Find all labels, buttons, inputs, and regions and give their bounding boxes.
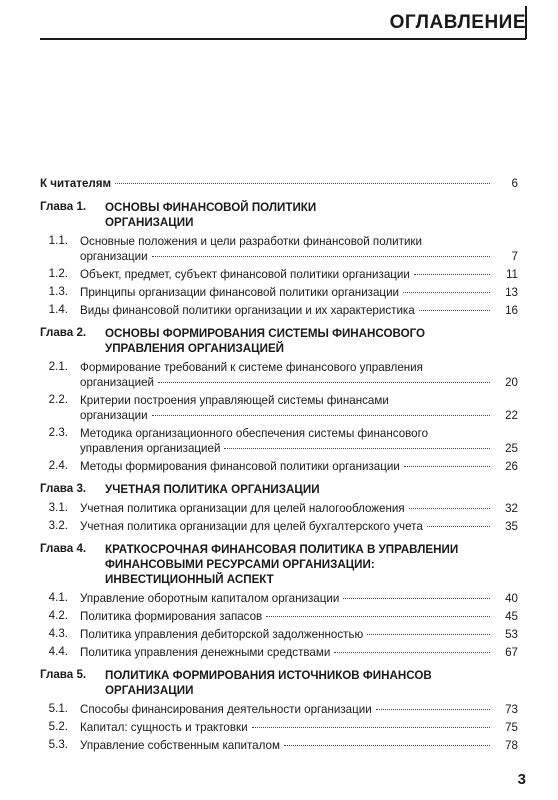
dot-leader [252,727,490,728]
dot-leader [266,616,490,617]
section-number: 2.3. [48,426,68,439]
chapter-heading[interactable] [40,668,518,698]
section-title-text: управления организацией [80,442,221,455]
section-title-text: Методика организационного обеспечения системы финансового [80,427,429,440]
page-title: ОГЛАВЛЕНИЕ [389,12,526,33]
chapter-title-line: ФИНАНСОВЫМИ РЕСУРСАМИ ОРГАНИЗАЦИИ: [105,558,375,571]
chapter-title [105,542,518,587]
section-title-text: Политика формирования запасов [80,610,263,623]
toc-entry[interactable] [40,360,518,390]
section-text [80,267,518,282]
toc-entry[interactable] [40,393,518,423]
toc-page-number: 16 [505,304,518,317]
toc-page-number: 78 [505,739,518,752]
section-line [80,720,518,735]
toc-entry-to-readers[interactable] [40,176,518,191]
toc-entry[interactable] [40,267,518,282]
section-line [80,375,518,390]
toc-entry[interactable] [40,426,518,456]
chapter-title-line: ОРГАНИЗАЦИИ [105,216,194,229]
section-number: 3.2. [48,519,68,532]
dot-leader [427,526,490,527]
section-number: 4.4. [48,645,68,658]
section-line [80,267,518,282]
section-title-text: Политика управления дебиторской задолженностью [80,628,364,641]
section-title-text: Критерии построения управляющей системы финансами [80,394,389,407]
section-text [80,285,518,300]
toc-page-number: 40 [505,592,518,605]
section-number: 4.3. [48,627,68,640]
dot-leader [403,292,490,293]
section-text [80,627,518,642]
section-title-text: Объект, предмет, субъект финансовой политики организации [80,268,410,281]
section-title-text: Управление собственным капиталом [80,739,280,752]
chapter-title-line: ОРГАНИЗАЦИИ [105,684,194,697]
dot-leader [404,466,490,467]
toc-entry[interactable] [40,591,518,606]
toc-page-number: 67 [505,646,518,659]
section-line [80,609,518,624]
dot-leader [343,598,490,599]
section-number: 5.2. [48,720,68,733]
section-line [80,645,518,660]
chapter-label: Глава 2. [40,326,87,339]
chapter-label: Глава 4. [40,542,87,555]
toc-page-number: 73 [505,703,518,716]
section-text [80,426,518,456]
dot-leader [158,382,490,383]
chapter-title-line: ОСНОВЫ ФОРМИРОВАНИЯ СИСТЕМЫ ФИНАНСОВОГО [105,327,426,340]
chapter-heading[interactable] [40,200,518,230]
section-number: 5.1. [48,702,68,715]
table-of-contents [40,176,518,756]
section-line [80,702,518,717]
section-text [80,609,518,624]
section-title-text: Методы формирования финансовой политики организации [80,460,400,473]
section-text [80,720,518,735]
toc-entry[interactable] [40,459,518,474]
toc-entry[interactable] [40,285,518,300]
section-text [80,738,518,753]
toc-entry[interactable] [40,234,518,264]
section-title-text: Политика управления денежными средствами [80,646,331,659]
section-text [80,393,518,423]
toc-page-number: 13 [505,286,518,299]
toc-page-number: 6 [511,177,518,190]
dot-leader [419,310,490,311]
section-number: 4.2. [48,609,68,622]
dot-leader [367,634,490,635]
toc-entry[interactable] [40,627,518,642]
chapter-title [105,326,518,356]
section-title-text: Формирование требований к системе финансового управления [80,361,423,374]
chapter-heading[interactable] [40,326,518,356]
section-number: 1.2. [48,267,68,280]
toc-page-number: 11 [505,268,518,281]
section-title-text: организации [80,250,148,263]
section-number: 2.2. [48,393,68,406]
section-line [80,591,518,606]
page-number: 3 [517,771,526,788]
section-text [80,519,518,534]
chapter-title [105,482,518,497]
toc-page-number: 45 [505,610,518,623]
toc-page-number: 53 [505,628,518,641]
dot-leader [152,415,490,416]
toc-entry[interactable] [40,501,518,516]
section-text [80,501,518,516]
dot-leader [115,183,490,184]
section-title-text: Способы финансирования деятельности организации [80,703,372,716]
toc-page-number: 22 [505,409,518,422]
section-number: 3.1. [48,501,68,514]
section-title-text: организации [80,409,148,422]
toc-page-number: 32 [505,502,518,515]
chapter-label: Глава 5. [40,668,87,681]
section-number: 2.1. [48,360,68,373]
section-title-text: организацией [80,376,155,389]
chapter-heading[interactable] [40,542,518,587]
section-title-text: Капитал: сущность и трактовки [80,721,248,734]
chapter-title-line: УПРАВЛЕНИЯ ОРГАНИЗАЦИЕЙ [105,342,285,355]
section-text [80,234,518,264]
chapter-title-line: ОСНОВЫ ФИНАНСОВОЙ ПОЛИТИКИ [105,201,317,214]
toc-entry-text: К читателям [40,177,112,190]
dot-leader [224,448,490,449]
section-title-text: Учетная политика организации для целей налогообложения [80,502,405,515]
section-title-text: Основные положения и цели разработки финансовой политики [80,235,422,248]
section-text [80,459,518,474]
dot-leader [152,256,490,257]
section-line [80,519,518,534]
toc-entry[interactable] [40,720,518,735]
dot-leader [376,709,490,710]
section-number: 5.3. [48,738,68,751]
toc-entry[interactable] [40,702,518,717]
chapter-title [105,200,518,230]
toc-entry[interactable] [40,738,518,753]
toc-page-number: 20 [505,376,518,389]
toc-entry[interactable] [40,303,518,318]
section-line [80,249,518,264]
chapter-label: Глава 3. [40,482,87,495]
chapter-title-line: УЧЕТНАЯ ПОЛИТИКА ОРГАНИЗАЦИИ [105,483,320,496]
section-number: 2.4. [48,459,68,472]
toc-page-number: 7 [511,250,518,263]
section-line [80,627,518,642]
section-line [80,441,518,456]
section-text [80,645,518,660]
chapter-label: Глава 1. [40,200,87,213]
section-number: 1.3. [48,285,68,298]
chapter-title-line: ПОЛИТИКА ФОРМИРОВАНИЯ ИСТОЧНИКОВ ФИНАНСОВ [105,669,432,682]
section-line [80,303,518,318]
dot-leader [414,274,490,275]
chapter-title [105,668,518,698]
toc-entry[interactable] [40,609,518,624]
section-title-text: Управление оборотным капиталом организации [80,592,340,605]
section-line [80,738,518,753]
dot-leader [284,745,490,746]
section-text [80,591,518,606]
toc-page-number: 26 [505,460,518,473]
dot-leader [334,652,490,653]
toc-page-number: 75 [505,721,518,734]
section-text [80,303,518,318]
section-line [80,459,518,474]
section-title-text: Виды финансовой политики организации и их характеристика [80,304,415,317]
section-number: 1.1. [48,234,68,247]
section-line [80,285,518,300]
section-text [80,702,518,717]
chapter-title-line: ИНВЕСТИЦИОННЫЙ АСПЕКТ [105,573,274,586]
header-rule [40,38,526,40]
section-title-text: Учетная политика организации для целей бухгалтерского учета [80,520,423,533]
section-line [80,501,518,516]
toc-page-number: 35 [505,520,518,533]
toc-entry[interactable] [40,519,518,534]
chapter-heading[interactable] [40,482,518,497]
section-number: 4.1. [48,591,68,604]
section-number: 1.4. [48,303,68,316]
section-title-text: Принципы организации финансовой политики организации [80,286,400,299]
section-text [80,360,518,390]
section-line [80,408,518,423]
toc-entry[interactable] [40,645,518,660]
dot-leader [409,508,490,509]
toc-page-number: 25 [505,442,518,455]
chapter-title-line: КРАТКОСРОЧНАЯ ФИНАНСОВАЯ ПОЛИТИКА В УПРАВЛЕНИИ [105,543,459,556]
